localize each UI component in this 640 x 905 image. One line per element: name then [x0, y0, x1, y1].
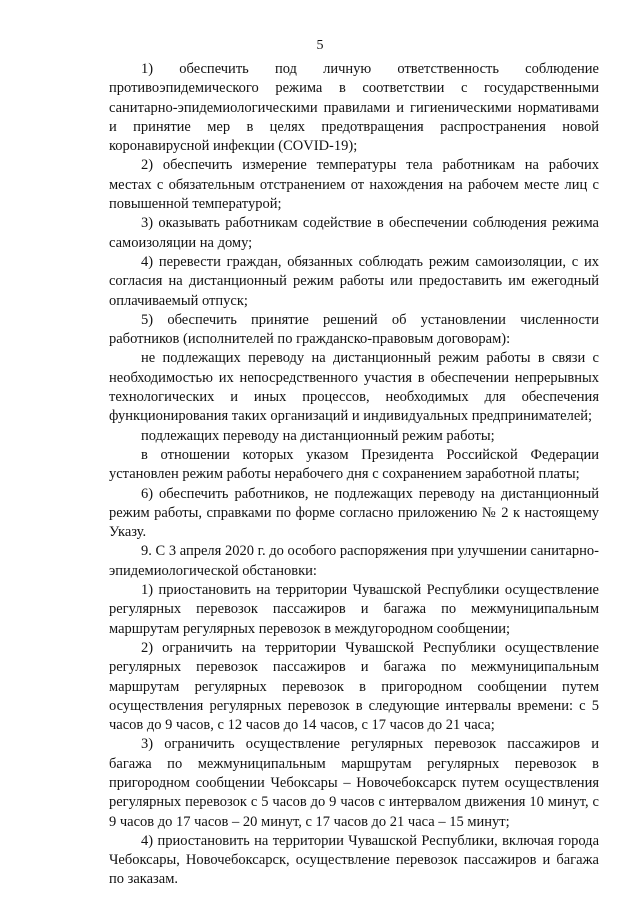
paragraph-1-6: 6) обеспечить работников, не подлежащих переводу на дистанционный режим работы, справками по форме согласно приложению № 2 к настоящему Указу. [109, 485, 599, 541]
page-number: 5 [316, 38, 324, 53]
section-9-heading: 9. С 3 апреля 2020 г. до особого распоряжения при улучшении санитарно-эпидемиологической обстановки: [109, 543, 599, 579]
paragraph-1-3: 3) оказывать работникам содействие в обеспечении соблюдения режима самоизоляции на дому; [109, 215, 599, 251]
paragraph-9-4: 4) приостановить на территории Чувашской Республики, включая города Чебоксары, Новочебоксарск, осуществление перевозок пассажиров и багажа по заказам. [109, 832, 599, 888]
paragraph-9-3: 3) ограничить осуществление регулярных перевозок пассажиров и багажа по межмуниципальным маршрутам регулярных перевозок в пригородном сообщении Чебоксары – Новочебоксарск путем осуществления регулярных перевозок с 5 часов до 9 часов с интервалом движения 10 минут, с 9 часов до 17 часов – 20 минут, с 17 часов до 21 часа – 15 минут; [109, 736, 599, 830]
paragraph-1-1: 1) обеспечить под личную ответственность соблюдение противоэпидемического режима в соответствии с государственными санитарно-эпидемиологическими правилами и гигиеническими нормативами и принятие мер в целях предотвращения распространения новой коронавирусной инфекции (COVID-19); [109, 61, 599, 155]
paragraph-9-1: 1) приостановить на территории Чувашской Республики осуществление регулярных перевозок пассажиров и багажа по межмуниципальным маршрутам регулярных перевозок в междугородном сообщении; [109, 582, 599, 637]
paragraph-1-5-c: в отношении которых указом Президента Российской Федерации установлен режим работы нерабочего дня с сохранением заработной платы; [109, 446, 599, 483]
paragraph-1-4: 4) перевести граждан, обязанных соблюдать режим самоизоляции, с их согласия на дистанционный режим работы или предоставить им ежегодный оплачиваемый отпуск; [109, 253, 599, 309]
paragraph-9-2: 2) ограничить на территории Чувашской Республики осуществление регулярных перевозок пассажиров и багажа по межмуниципальным маршрутам регулярных перевозок в пригородном сообщении путем осуществления регулярных перевозок в следующие интервалы времени: с 5 часов до 9 часов, с 12 часов до 14 часов, с 17 часов до 21 часа; [109, 639, 599, 734]
paragraph-1-5: 5) обеспечить принятие решений об установлении численности работников (исполнителей по гражданско-правовым договорам): [109, 311, 599, 348]
paragraph-1-5-b: подлежащих переводу на дистанционный режим работы; [141, 427, 495, 444]
paragraph-1-2: 2) обеспечить измерение температуры тела работникам на рабочих местах с обязательным отстранением от нахождения на рабочем месте лиц с повышенной температурой; [109, 157, 599, 213]
document-body [109, 60, 599, 890]
paragraph-1-5-a: не подлежащих переводу на дистанционный режим работы в связи с необходимостью их непосредственного участия в обеспечении непрерывных технологических и иных процессов, необходимых для обеспечения функционирования таких организаций и индивидуальных предпринимателей; [109, 350, 599, 425]
